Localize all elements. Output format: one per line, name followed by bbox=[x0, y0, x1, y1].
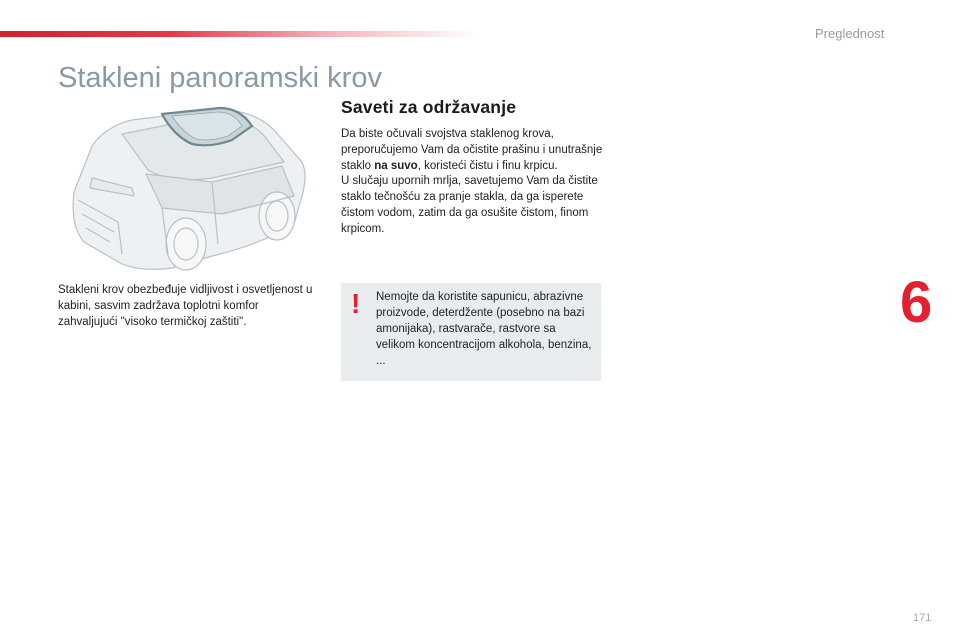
intro-text: Stakleni krov obezbeđuje vidljivost i osvetljenost u kabini, sasvim zadržava toplotni komfor zahvaljujući "visoko termičkoj zaštiti". bbox=[58, 284, 313, 328]
warning-box bbox=[341, 283, 601, 381]
exclamation-icon: ! bbox=[351, 288, 361, 319]
emphasis-dry: na suvo bbox=[374, 159, 418, 172]
car-panoramic-roof-icon bbox=[62, 104, 312, 274]
warning-text: Nemojte da koristite sapunicu, abrazivne proizvode, deterdžente (posebno na bazi amonijaka), rastvarače, rastvore sa velikom koncentracijom alkohola, benzina, ... bbox=[376, 291, 592, 367]
page-number: 171 bbox=[913, 612, 932, 624]
chapter-number: 6 bbox=[900, 270, 933, 335]
maintenance-paragraph-1: Da biste očuvali svojstva staklenog krova, preporučujemo Vam da očistite prašinu i unutrašnje staklo na suvo, koristeći čistu i finu krpicu. bbox=[341, 128, 603, 172]
header-accent-bar bbox=[0, 31, 480, 37]
section-label: Preglednost bbox=[815, 26, 885, 41]
maintenance-text bbox=[341, 127, 603, 238]
maintenance-paragraph-2: U slučaju upornih mrlja, savetujemo Vam da čistite staklo tečnošću za pranje stakla, da ga isperete čistom vodom, zatim da ga osušite čistom, finom krpicom. bbox=[341, 175, 598, 235]
page-title: Stakleni panoramski krov bbox=[58, 62, 382, 94]
maintenance-subtitle: Saveti za održavanje bbox=[341, 97, 517, 117]
